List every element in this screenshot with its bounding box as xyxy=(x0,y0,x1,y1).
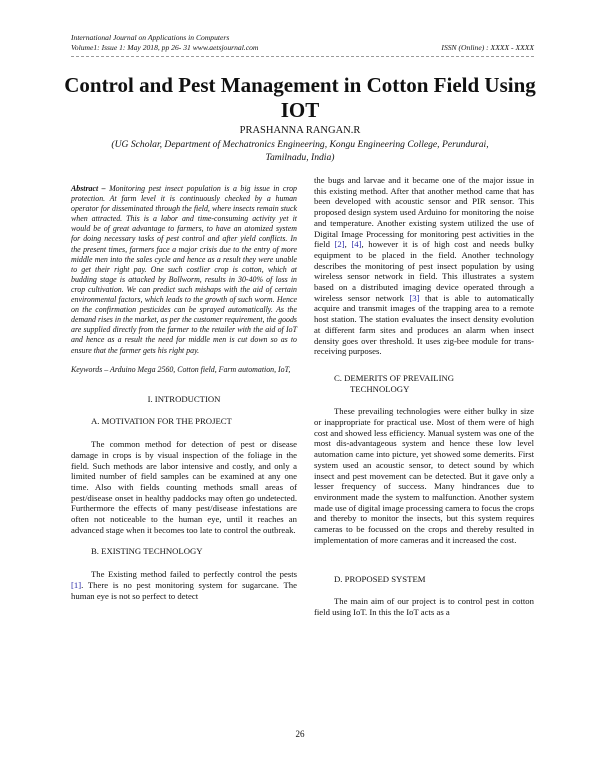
subsection-heading-motivation: A. MOTIVATION FOR THE PROJECT xyxy=(91,416,232,427)
continued-text-part2: , however it is of high cost and needs bulky equipment to be placed in the field. Another technology describes the monitoring of pest insect population by using wireless sensor network in field. This illustrates a system based on a distributed imaging device operated through a wireless sensor network xyxy=(314,239,535,303)
section-heading-introduction: I. INTRODUCTION xyxy=(147,393,221,404)
citation-link[interactable]: [3] xyxy=(409,292,420,303)
existing-text-part2: . There is no pest monitoring system for sugarcane. The human eye is not so perfect to detect xyxy=(71,579,297,601)
existing-technology-paragraph xyxy=(71,569,297,601)
continued-text-part3: that is able to automatically acquire and transmit images of the trapping area to a remote host station. The station evaluates the insect density evolution at different farm sites and produces an alarm when insect density goes over threshold. It uses zig-bee module for trans-receiving purposes. xyxy=(314,292,534,357)
paper-affiliation: (UG Scholar, Department of Mechatronics Engineering, Kongu Engineering College, Perundurai, Tamilnadu, India) xyxy=(111,139,489,163)
subsection-heading-existing-technology: B. EXISTING TECHNOLOGY xyxy=(91,546,203,557)
continued-text-part1: the bugs and larvae and it became one of the major issue in this existing method. After that another method came that has been developed with acoustic sensor and PIR sensor. This proposed design system used Arduino for monitoring the noise and temperature. Another existing system utilized the use of Digital Image Processing for monitoring pest activities in the field xyxy=(314,175,534,250)
right-column xyxy=(314,175,534,618)
page-number: 26 xyxy=(295,729,305,739)
demerits-paragraph: These prevailing technologies were either bulky in size or inappropriate for practical use. Most of them were of high cost and showed less efficiency. Manual system was one of the most dis-advantageous system and hence these low level automation came into picture, yet showed some demerits. First system used an acoustic sensor, to detect sound by which insect and pest movement can be detected. But it gave only a lesser frequency of success. Many hindrances due to environment made the system to malfunction. Another system made use of digital image processing camera to focus the crops and thereby to monitor the insects, but this system requires cameras to be focussed on the crops and thereby resulted in implementation of more cameras and it increased the cost. xyxy=(314,406,535,545)
citation-link[interactable]: [2] xyxy=(334,239,345,250)
left-column xyxy=(71,184,297,601)
abstract xyxy=(71,184,297,356)
motivation-paragraph: The common method for detection of pest or disease damage in crops is by visual inspection of the foliage in the field. Such methods are labor intensive and costly, and only a limited number of field samples can be examined at any one time. Also with fields counting methods small areas of pest/disease onset in healthy paddocks may often go undetected. Furthermore the effects of many pest/disease infestations are often not noticeable to the human eye, until it reaches an advanced stage when it becomes too late to control the outbreak. xyxy=(71,439,297,535)
citation-link[interactable]: [1] xyxy=(71,579,82,590)
paper-author: PRASHANNA RANGAN.R xyxy=(239,125,361,136)
existing-text-part1: The Existing method failed to perfectly control the pests xyxy=(91,569,297,580)
existing-technology-continued xyxy=(314,175,534,357)
journal-header xyxy=(71,33,534,53)
paper-title: Control and Pest Management in Cotton Field Using IOT xyxy=(64,73,536,122)
journal-volume: Volume1: Issue 1: May 2018, pp 26- 31 www.aetsjournal.com xyxy=(71,43,259,52)
keywords: Keywords – Arduino Mega 2560, Cotton field, Farm automation, IoT, xyxy=(71,364,291,374)
citation-separator: , xyxy=(344,239,352,250)
subsection-heading-proposed-system: D. PROPOSED SYSTEM xyxy=(334,573,426,584)
subsection-heading-demerits: C. DEMERITS OF PREVAILING TECHNOLOGY xyxy=(334,372,455,394)
header-divider xyxy=(71,56,534,57)
abstract-label: Abstract – xyxy=(71,184,106,193)
abstract-text: Monitoring pest insect population is a big issue in crop protection. At farm level it is continuously checked by a human operator for disseminated through the field, where insects remain stuck when attracted. This is a labor and time-consuming activity yet it would be of great advantage to farmers, to have an atomized system for doing necessary tasks of pest control and after yield conflicts. In the present times, farmers face a major crisis due to the entry of more middle men into the sales cycle and hence as a result they were unable to get their right pay. One such costlier crop is cotton, which at budding stage is attacked by Bollworm, results in 30-40% of loss in crop cultivation. We can predict such mishaps with the aid of certain environmental factors, which leads to the growth of such worm. Hence on the confirmation pesticides can be sprayed automatically. As the demand rises in the market, as per the customer requirement, the goods are supplied directly from the farmer to the retailer with the aid of IoT and hence as a result the need for middle men is cut down so as to ensure that the farmer gets his right pay. xyxy=(71,184,297,355)
journal-issn: ISSN (Online) : XXXX - XXXX xyxy=(441,43,534,52)
proposed-system-paragraph: The main aim of our project is to control pest in cotton field using IoT. In this the IoT acts as a xyxy=(314,596,534,617)
citation-link[interactable]: [4] xyxy=(351,239,362,250)
journal-name: International Journal on Applications in Computers xyxy=(71,33,230,42)
